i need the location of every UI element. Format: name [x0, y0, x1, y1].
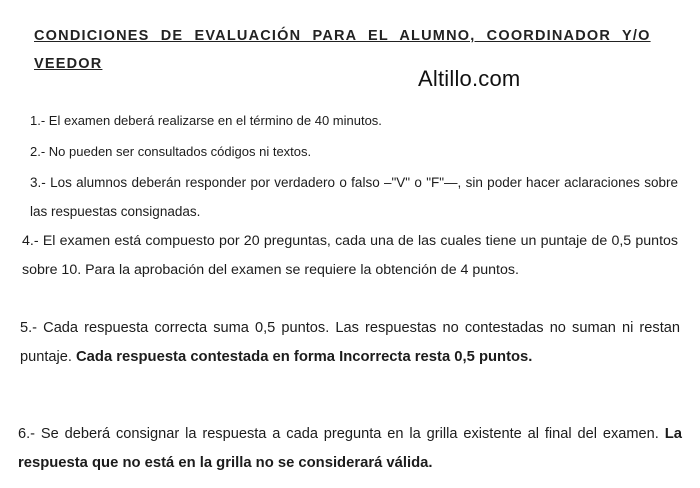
- condition-item-3: [30, 168, 678, 226]
- condition-item-4: [22, 227, 678, 285]
- item-text: El examen deberá realizarse en el término de 40 minutos.: [48, 113, 382, 128]
- condition-item-5: [20, 314, 680, 372]
- item-number: 1.-: [30, 113, 46, 128]
- item-bold-text: La respuesta que no está en la grilla no se considerará válida.: [18, 426, 682, 471]
- condition-item-2: [30, 137, 670, 166]
- document-title: CONDICIONES DE EVALUACIÓN PARA EL ALUMNO, COORDINADOR Y/O VEEDOR: [34, 28, 651, 72]
- item-text: Se deberá consignar la respuesta a cada pregunta en la grilla existente al final del examen.: [40, 426, 659, 442]
- item-number: 2.-: [30, 144, 46, 159]
- watermark-text: Altillo.com: [418, 66, 521, 91]
- item-bold-text: Cada respuesta contestada en forma Incorrecta resta 0,5 puntos.: [76, 349, 533, 365]
- item-text: Los alumnos deberán responder por verdadero o falso –"V" o "F"—, sin poder hacer aclaraciones sobre las respuestas consignadas.: [30, 175, 678, 219]
- item-text: No pueden ser consultados códigos ni textos.: [48, 144, 312, 159]
- item-number: 3.-: [30, 175, 46, 190]
- condition-item-1: [30, 106, 670, 135]
- item-number: 6.-: [18, 426, 36, 442]
- item-number: 5.-: [20, 320, 38, 336]
- item-number: 4.-: [22, 233, 39, 249]
- item-text: Cada respuesta correcta suma 0,5 puntos. Las respuestas no contestadas no suman ni restan puntaje.: [20, 320, 680, 365]
- item-text: El examen está compuesto por 20 preguntas, cada una de las cuales tiene un puntaje de 0,5 puntos sobre 10. Para la aprobación del examen se requiere la obtención de 4 puntos.: [22, 233, 679, 278]
- condition-item-6: [18, 420, 682, 478]
